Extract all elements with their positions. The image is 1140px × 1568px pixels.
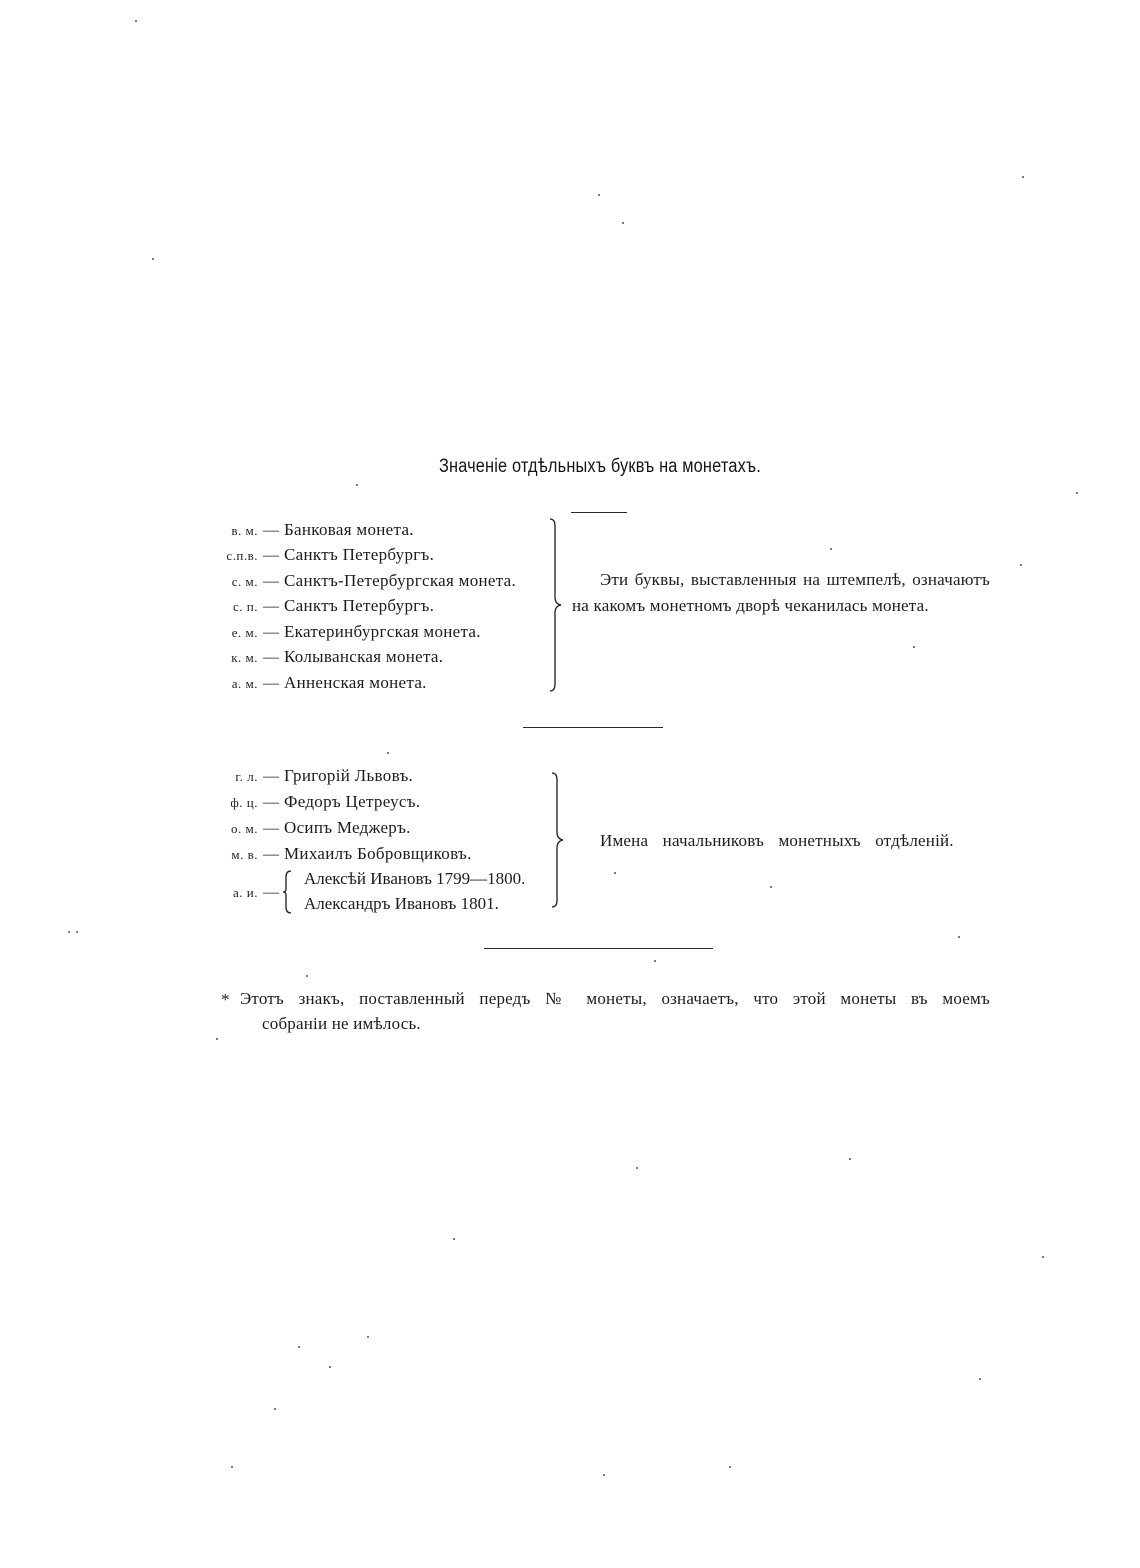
masters-explanation: Имена начальниковъ монетныхъ отдѣленій. bbox=[600, 831, 954, 850]
scan-speck bbox=[958, 936, 960, 938]
scan-speck bbox=[913, 646, 915, 648]
scan-speck bbox=[654, 960, 656, 962]
scan-speck bbox=[135, 20, 137, 22]
mint-mark-entry bbox=[190, 545, 434, 566]
scan-speck bbox=[216, 1038, 218, 1040]
scan-speck bbox=[453, 1238, 455, 1240]
page-title: Значеніе отдѣльныхъ буквъ на монетахъ. bbox=[438, 456, 762, 477]
mint-mark-abbr: с.п.в. bbox=[226, 548, 258, 563]
scan-speck bbox=[603, 1474, 605, 1476]
scan-speck bbox=[68, 931, 70, 933]
scan-speck bbox=[387, 752, 389, 754]
scan-speck bbox=[367, 1336, 369, 1338]
master-entry-combined bbox=[190, 882, 284, 903]
scan-speck bbox=[1022, 176, 1024, 178]
master-abbr: м. в. bbox=[231, 847, 258, 862]
mint-mark-meaning: Екатеринбургская монета. bbox=[284, 622, 481, 641]
scan-speck bbox=[614, 872, 616, 874]
dash: — bbox=[263, 846, 279, 863]
mint-mark-meaning: Санктъ-Петербургская монета. bbox=[284, 571, 517, 590]
mint-mark-meaning: Банковая монета. bbox=[284, 520, 414, 539]
section-divider bbox=[523, 727, 663, 728]
scan-speck bbox=[298, 1346, 300, 1348]
master-name: Федоръ Цетреусъ. bbox=[284, 792, 421, 811]
master-combined-line: Алексѣй Ивановъ 1799—1800. bbox=[304, 869, 526, 888]
dash: — bbox=[263, 768, 279, 785]
scan-speck bbox=[274, 1408, 276, 1410]
mint-mark-entry bbox=[190, 520, 414, 541]
master-entry bbox=[190, 844, 472, 865]
master-abbr: г. л. bbox=[235, 769, 258, 784]
scan-speck bbox=[849, 1158, 851, 1160]
scan-speck bbox=[770, 886, 772, 888]
master-abbr: а. и. bbox=[233, 885, 258, 900]
mint-mark-entry bbox=[190, 596, 434, 617]
scan-speck bbox=[979, 1378, 981, 1380]
master-name: Михаилъ Бобровщиковъ. bbox=[284, 844, 472, 863]
mint-mark-abbr: а. м. bbox=[231, 676, 258, 691]
mint-mark-meaning: Колыванская монета. bbox=[284, 647, 444, 666]
mint-mark-entry bbox=[190, 673, 427, 694]
mint-mark-abbr: к. м. bbox=[231, 650, 258, 665]
scan-speck bbox=[306, 975, 308, 977]
dash: — bbox=[263, 820, 279, 837]
mint-mark-entry bbox=[190, 571, 516, 592]
scan-speck bbox=[152, 258, 154, 260]
title-underline bbox=[571, 512, 627, 513]
scan-speck bbox=[1020, 564, 1022, 566]
section-divider bbox=[484, 948, 713, 949]
mint-mark-abbr: в. м. bbox=[231, 523, 258, 538]
dash: — bbox=[263, 547, 279, 564]
master-name: Осипъ Меджеръ. bbox=[284, 818, 411, 837]
scan-speck bbox=[1076, 492, 1078, 494]
master-combined-line: Александръ Ивановъ 1801. bbox=[304, 894, 499, 913]
dash: — bbox=[263, 598, 279, 615]
right-brace-icon bbox=[549, 772, 567, 908]
right-brace-icon bbox=[547, 518, 565, 692]
footnote-mark: * bbox=[221, 990, 230, 1009]
scan-speck bbox=[1042, 1256, 1044, 1258]
mint-mark-meaning: Санктъ Петербургъ. bbox=[284, 596, 435, 615]
mint-mark-entry bbox=[190, 622, 481, 643]
dash: — bbox=[263, 522, 279, 539]
footnote-line-2: собраніи не имѣлось. bbox=[262, 1014, 421, 1033]
mint-mark-abbr: е. м. bbox=[231, 625, 258, 640]
dash: — bbox=[263, 884, 279, 901]
scan-speck bbox=[830, 548, 832, 550]
mint-mark-abbr: с. п. bbox=[233, 599, 258, 614]
master-entry bbox=[190, 792, 420, 813]
master-entry bbox=[190, 818, 411, 839]
mint-marks-explanation: Эти буквы, выставленныя на штемпелѣ, означаютъ на какомъ монетномъ дворѣ чеканилась монета. bbox=[572, 570, 990, 615]
mint-mark-meaning: Анненская монета. bbox=[284, 673, 427, 692]
footnote-line-1: Этотъ знакъ, поставленный передъ № монеты, означаетъ, что этой монеты въ моемъ bbox=[240, 989, 990, 1008]
dash: — bbox=[263, 573, 279, 590]
mint-mark-entry bbox=[190, 647, 443, 668]
dash: — bbox=[263, 649, 279, 666]
scan-speck bbox=[231, 1466, 233, 1468]
scan-speck bbox=[636, 1167, 638, 1169]
scan-speck bbox=[356, 484, 358, 486]
scan-speck bbox=[329, 1366, 331, 1368]
master-entry bbox=[190, 766, 413, 787]
master-abbr: ф. ц. bbox=[230, 795, 258, 810]
mint-mark-meaning: Санктъ Петербургъ. bbox=[284, 545, 435, 564]
master-name: Григорій Львовъ. bbox=[284, 766, 414, 785]
scan-speck bbox=[76, 931, 78, 933]
mint-mark-abbr: с. м. bbox=[231, 574, 258, 589]
scan-speck bbox=[598, 194, 600, 196]
dash: — bbox=[263, 794, 279, 811]
master-abbr: о. м. bbox=[231, 821, 258, 836]
dash: — bbox=[263, 675, 279, 692]
scan-speck bbox=[729, 1466, 731, 1468]
dash: — bbox=[263, 624, 279, 641]
scan-speck bbox=[622, 222, 624, 224]
left-brace-icon bbox=[282, 870, 294, 914]
